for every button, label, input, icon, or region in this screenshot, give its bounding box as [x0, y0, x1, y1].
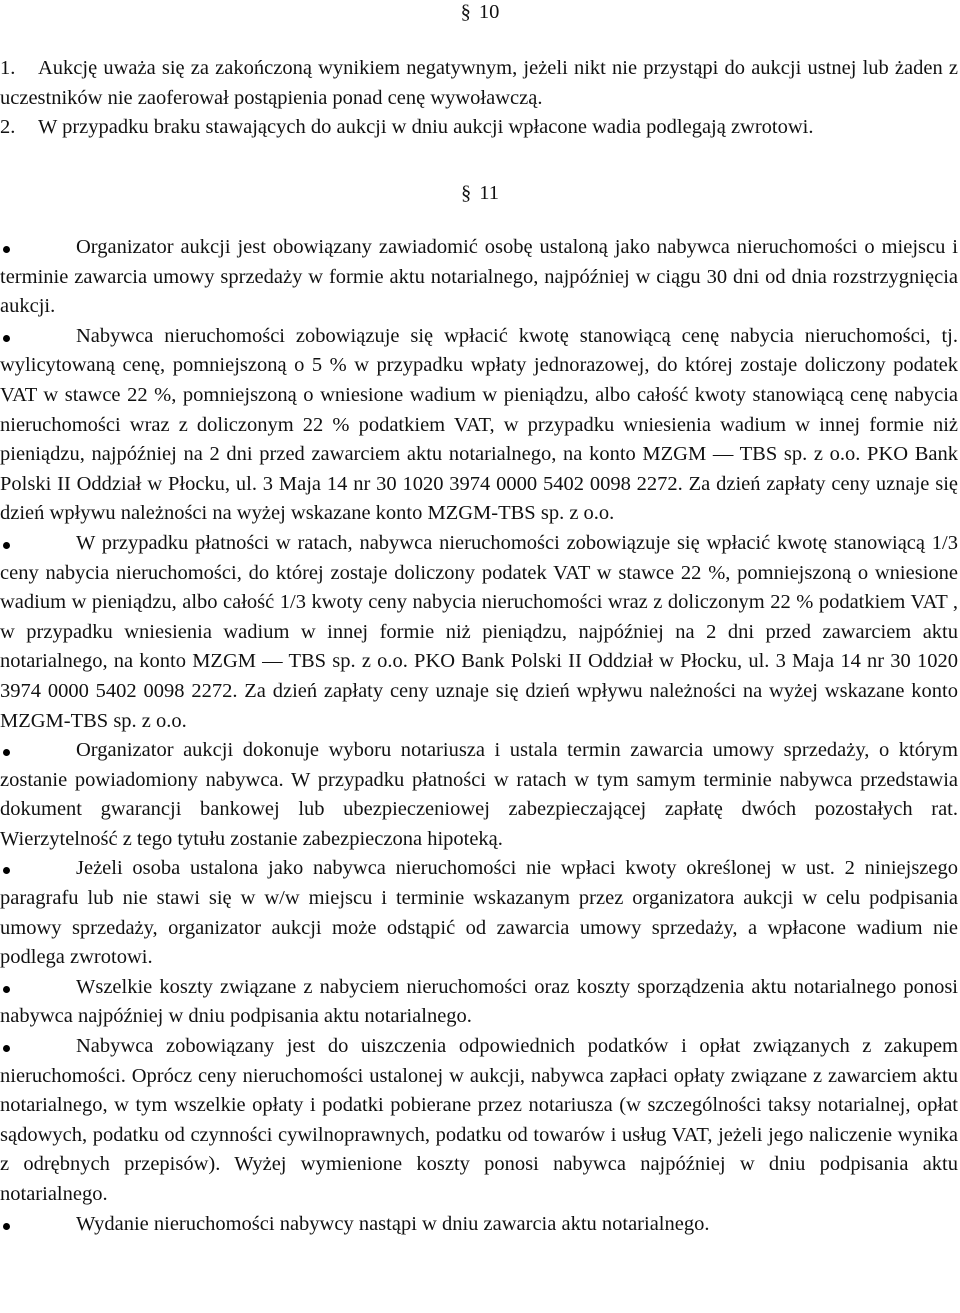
bullet-paragraph	[0, 736, 958, 854]
bullet-paragraph	[0, 529, 958, 736]
bullet-text: Wszelkie koszty związane z nabyciem nieruchomości oraz koszty sporządzenia aktu notarialnego ponosi nabywca najpóźniej w dniu podpisania aktu notarialnego.	[0, 975, 958, 1028]
bullet-paragraph	[0, 973, 958, 1032]
paragraph-text: W przypadku braku stawających do aukcji w dniu aukcji wpłacone wadia podlegają zwrotowi.	[38, 116, 814, 139]
paragraph-text: Aukcję uważa się za zakończoną wynikiem negatywnym, jeżeli nikt nie przystąpi do aukcji ustnej lub żaden z uczestników nie zaoferował postąpienia ponad cenę wywoławczą.	[0, 57, 958, 109]
bullet-text: Jeżeli osoba ustalona jako nabywca nieruchomości nie wpłaci kwoty określonej w ust. 2 niniejszego paragrafu lub nie stawi się w w/w miejscu i terminie wskazanym przez organizatora aukcji w celu podpisania umowy sprzedaży, organizator aukcji może odstąpić od zawarcia umowy sprzedaży, a wpłacone wadium nie podlega zwrotowi.	[0, 857, 958, 969]
bullet-paragraph	[0, 854, 958, 972]
bullet-paragraph	[0, 322, 958, 529]
section-symbol: §	[460, 1, 471, 23]
section-11-heading	[0, 181, 960, 205]
section-11-body	[0, 233, 958, 1239]
bullet-text: Nabywca nieruchomości zobowiązuje się wpłacić kwotę stanowiącą cenę nabycia nieruchomości, tj. wylicytowaną cenę, pomniejszoną o 5 % w przypadku wpłaty jednorazowej, do której zostaje doliczony podatek VAT w stawce 22 %, pomniejszoną o wniesione wadium w pieniądzu, albo całość kwoty stanowiącą cenę nabycia nieruchomości wraz z doliczonym 22 % podatkiem VAT, w przypadku wniesienia wadium w innej formie niż pieniądzu, najpóźniej na 2 dni przed zawarciem aktu notarialnego, na konto MZGM — TBS sp. z o.o. PKO Bank Polski II Oddział w Płocku, ul. 3 Maja 14 nr 30 1020 3974 0000 5402 0098 2272. Za dzień zapłaty ceny uznaje się dzień wpływu należności na wyżej wskazane konto MZGM-TBS sp. z o.o.	[0, 324, 958, 525]
paragraph-number: 2.	[0, 116, 16, 139]
section-number: 11	[479, 182, 499, 204]
section-10-heading	[0, 0, 960, 24]
paragraph-number: 1.	[0, 57, 16, 79]
bullet-text: Organizator aukcji jest obowiązany zawiadomić osobę ustaloną jako nabywca nieruchomości o miejscu i terminie zawarcia umowy sprzedaży w formie aktu notarialnego, najpóźniej w ciągu 30 dni od dnia rozstrzygnięcia aukcji.	[0, 236, 958, 318]
section-number: 10	[478, 1, 500, 23]
bullet-paragraph	[0, 1210, 958, 1240]
bullet-text: W przypadku płatności w ratach, nabywca nieruchomości zobowiązuje się wpłacić kwotę stanowiącą 1/3 ceny nabycia nieruchomości, do której zostaje doliczony podatek VAT w stawce 22 %, pomniejszoną o wniesione wadium w pieniądzu, albo całość 1/3 kwoty ceny nabycia nieruchomości wraz z doliczonym 22 % podatkiem VAT , w przypadku wniesienia wadium w innej formie niż pieniądzu, najpóźniej na 2 dni przed zawarciem aktu notarialnego, na konto MZGM — TBS sp. z o.o. PKO Bank Polski II Oddział w Płocku, ul. 3 Maja 14 nr 30 1020 3974 0000 5402 0098 2272. Za dzień zapłaty ceny uznaje się dzień wpływu należności na wyżej wskazane konto MZGM-TBS sp. z o.o.	[0, 531, 958, 732]
bullet-text: Nabywca zobowiązany jest do uiszczenia odpowiednich podatków i opłat związanych z zakupem nieruchomości. Oprócz ceny nieruchomości ustalonej w aukcji, nabywca zapłaci opłaty związane z zawarciem aktu notarialnego, w tym wszelkie opłaty i podatki pobierane przez notariusza (w szczególności taksy notarialnej, opłat sądowych, podatku od czynności cywilnoprawnych, podatku od towarów i usług VAT, jeżeli jego naliczenie wynika z odrębnych przepisów). Wyżej wymienione koszty ponosi nabywca najpóźniej w dniu podpisania aktu notarialnego.	[0, 1035, 958, 1205]
section-10-body	[0, 54, 958, 143]
numbered-paragraph	[0, 113, 958, 143]
bullet-text: Organizator aukcji dokonuje wyboru notariusza i ustala termin zawarcia umowy sprzedaży, o którym zostanie powiadomiony nabywca. W przypadku płatności w ratach w tym samym terminie nabywca przedstawia dokument gwarancji bankowej lub ubezpieczeniowej zabezpieczającej zapłatę dwóch pozostałych rat. Wierzytelność z tego tytułu zostanie zabezpieczona hipoteką.	[0, 739, 958, 850]
section-symbol: §	[461, 182, 472, 204]
numbered-paragraph	[0, 54, 958, 113]
bullet-paragraph	[0, 1032, 958, 1210]
bullet-paragraph	[0, 233, 958, 322]
bullet-text: Wydanie nieruchomości nabywcy nastąpi w dniu zawarcia aktu notarialnego.	[76, 1212, 710, 1235]
